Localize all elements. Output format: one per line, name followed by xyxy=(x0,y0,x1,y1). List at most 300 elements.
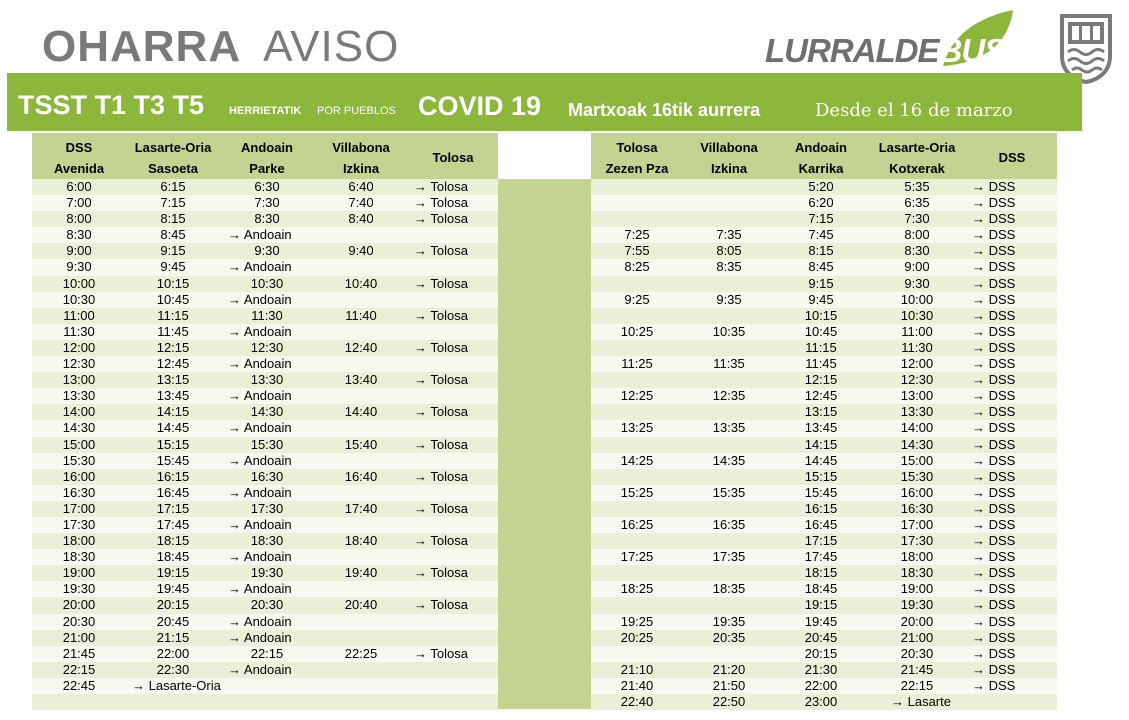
table-cell: 20:45 xyxy=(156,613,190,629)
banner-by-towns-es: POR PUEBLOS xyxy=(317,105,396,117)
table-cell: 13:00 xyxy=(62,372,96,388)
return-header-line: Tolosa xyxy=(616,140,658,155)
table-cell: → DSS xyxy=(972,677,1016,693)
table-cell: → Andoain xyxy=(228,388,292,404)
table-cell: 12:15 xyxy=(156,339,190,355)
lurraldebus-logo xyxy=(765,10,1025,72)
table-cell: → DSS xyxy=(972,404,1016,420)
table-row xyxy=(32,630,498,646)
table-cell: 20:30 xyxy=(62,613,96,629)
table-cell: → DSS xyxy=(972,549,1016,565)
outbound-header-cell xyxy=(126,137,220,179)
table-cell: → Andoain xyxy=(228,323,292,339)
table-cell: 18:00 xyxy=(62,533,96,549)
table-cell: → Andoain xyxy=(228,661,292,677)
return-header-cell xyxy=(775,137,867,179)
table-row xyxy=(591,227,1057,243)
table-cell: → DSS xyxy=(972,372,1016,388)
table-cell: → DSS xyxy=(972,629,1016,645)
table-cell: 15:30 xyxy=(250,436,284,452)
table-cell: 20:00 xyxy=(900,613,934,629)
table-cell: 12:00 xyxy=(62,339,96,355)
table-cell: → DSS xyxy=(972,259,1016,275)
table-cell: 9:45 xyxy=(160,259,186,275)
table-cell: 21:10 xyxy=(620,661,654,677)
table-cell: 22:40 xyxy=(620,694,654,709)
table-cell: 16:45 xyxy=(156,484,190,500)
table-cell: 7:30 xyxy=(904,211,930,227)
table-cell: 20:00 xyxy=(62,597,96,613)
table-row xyxy=(591,646,1057,662)
table-cell: → Tolosa xyxy=(414,500,468,516)
table-row xyxy=(32,501,498,517)
table-cell: 15:00 xyxy=(900,452,934,468)
table-cell: 23:00 xyxy=(804,694,838,709)
table-cell: 7:30 xyxy=(254,195,280,211)
table-cell: 13:30 xyxy=(250,372,284,388)
table-row xyxy=(32,243,498,259)
table-cell: 14:15 xyxy=(156,404,190,420)
table-cell: → Tolosa xyxy=(414,195,468,211)
table-cell: 17:00 xyxy=(62,500,96,516)
table-cell: 22:15 xyxy=(62,661,96,677)
return-header-line: Karrika xyxy=(798,161,844,176)
table-cell: 9:40 xyxy=(348,243,374,259)
table-row xyxy=(591,678,1057,694)
table-cell: 14:35 xyxy=(712,452,746,468)
table-row xyxy=(32,453,498,469)
table-cell: 14:15 xyxy=(804,436,838,452)
outbound-header-line: Tolosa xyxy=(432,150,474,165)
logo-wordmark xyxy=(765,32,1005,70)
table-cell: 20:30 xyxy=(250,597,284,613)
table-row xyxy=(32,211,498,227)
table-cell: → DSS xyxy=(972,661,1016,677)
table-cell: → DSS xyxy=(972,339,1016,355)
table-row xyxy=(32,597,498,613)
table-cell: 15:45 xyxy=(156,452,190,468)
return-header-cell xyxy=(867,137,967,179)
table-cell: 7:25 xyxy=(624,227,650,243)
outbound-timetable xyxy=(32,133,498,710)
table-cell: → DSS xyxy=(972,565,1016,581)
table-cell: 14:25 xyxy=(620,452,654,468)
banner-date-eu: Martxoak 16tik aurrera xyxy=(568,100,761,120)
table-cell: 12:15 xyxy=(804,372,838,388)
table-cell: 8:30 xyxy=(254,211,280,227)
table-cell: → Andoain xyxy=(228,291,292,307)
table-cell: 15:30 xyxy=(900,468,934,484)
table-cell: 13:45 xyxy=(156,388,190,404)
table-row xyxy=(591,694,1057,710)
return-timetable xyxy=(591,133,1057,710)
table-cell: 21:45 xyxy=(62,645,96,661)
table-cell: 18:15 xyxy=(156,533,190,549)
table-cell: → Tolosa xyxy=(414,275,468,291)
table-row xyxy=(591,597,1057,613)
table-cell: 15:15 xyxy=(804,468,838,484)
table-cell: 16:00 xyxy=(900,484,934,500)
table-row xyxy=(32,372,498,388)
table-cell: 7:15 xyxy=(808,211,834,227)
table-cell: 9:30 xyxy=(66,259,92,275)
table-cell: 8:15 xyxy=(160,211,186,227)
table-row xyxy=(32,356,498,372)
table-cell: 21:50 xyxy=(712,677,746,693)
table-cell: 21:00 xyxy=(62,629,96,645)
table-cell: 19:35 xyxy=(712,613,746,629)
table-cell: 9:00 xyxy=(904,259,930,275)
table-cell: → Tolosa xyxy=(414,307,468,323)
table-cell: 20:15 xyxy=(156,597,190,613)
table-row xyxy=(32,694,498,710)
table-cell: → DSS xyxy=(972,307,1016,323)
table-cell: 13:25 xyxy=(620,420,654,436)
table-row xyxy=(32,340,498,356)
table-cell: → DSS xyxy=(972,516,1016,532)
table-row xyxy=(591,549,1057,565)
return-header-line: Lasarte-Oria xyxy=(878,140,956,155)
return-header-line: Andoain xyxy=(795,140,847,155)
table-cell: 13:40 xyxy=(344,372,378,388)
table-cell: 10:45 xyxy=(804,323,838,339)
outbound-header-line: Sasoeta xyxy=(148,161,198,176)
table-cell: → Andoain xyxy=(228,420,292,436)
table-cell: → DSS xyxy=(972,388,1016,404)
table-cell: 19:00 xyxy=(62,565,96,581)
table-cell: 15:00 xyxy=(62,436,96,452)
banner-date-es: Desde el 16 de marzo xyxy=(815,100,1013,121)
table-row xyxy=(591,630,1057,646)
outbound-header-cell xyxy=(32,137,126,179)
table-cell: 14:45 xyxy=(156,420,190,436)
table-cell: 12:00 xyxy=(900,356,934,372)
outbound-header-cell xyxy=(220,137,314,179)
table-cell: 14:30 xyxy=(62,420,96,436)
table-cell: 8:15 xyxy=(808,243,834,259)
table-cell: 10:30 xyxy=(62,291,96,307)
table-cell: 10:00 xyxy=(900,291,934,307)
table-row xyxy=(591,243,1057,259)
table-row xyxy=(32,678,498,694)
table-cell: → DSS xyxy=(972,356,1016,372)
table-row xyxy=(591,195,1057,211)
table-row xyxy=(32,259,498,275)
table-cell: 17:30 xyxy=(900,533,934,549)
table-row xyxy=(32,533,498,549)
table-cell: 8:30 xyxy=(66,227,92,243)
table-cell: 17:25 xyxy=(620,549,654,565)
table-cell: → DSS xyxy=(972,323,1016,339)
table-cell: 19:25 xyxy=(620,613,654,629)
table-cell: → Tolosa xyxy=(414,597,468,613)
table-row xyxy=(591,340,1057,356)
table-cell: 14:00 xyxy=(900,420,934,436)
table-cell: → DSS xyxy=(972,227,1016,243)
table-cell: → Andoain xyxy=(228,629,292,645)
table-cell: 21:15 xyxy=(156,629,190,645)
table-cell: → DSS xyxy=(972,645,1016,661)
table-row xyxy=(591,501,1057,517)
table-cell: 13:00 xyxy=(900,388,934,404)
table-row xyxy=(32,308,498,324)
logo-text-bus: BUS xyxy=(938,32,1006,69)
banner-covid: COVID 19 xyxy=(418,91,542,121)
table-cell: 19:40 xyxy=(344,565,378,581)
table-cell: 19:45 xyxy=(804,613,838,629)
table-row xyxy=(32,195,498,211)
table-cell: 11:00 xyxy=(63,307,95,323)
table-cell: 12:40 xyxy=(344,339,378,355)
table-row xyxy=(591,308,1057,324)
table-cell: → DSS xyxy=(972,275,1016,291)
table-cell: 13:30 xyxy=(62,388,96,404)
table-cell: 17:45 xyxy=(804,549,838,565)
table-cell: 19:00 xyxy=(900,581,934,597)
table-row xyxy=(32,227,498,243)
banner-lines: TSST T1 T3 T5 xyxy=(18,90,205,120)
table-cell: 18:45 xyxy=(804,581,838,597)
return-header-line: Zezen Pza xyxy=(605,161,669,176)
table-cell: 11:30 xyxy=(63,323,95,339)
table-cell: 20:25 xyxy=(620,629,654,645)
table-cell: 10:25 xyxy=(620,323,654,339)
table-cell: 22:50 xyxy=(712,694,746,709)
table-row xyxy=(591,388,1057,404)
separator-column xyxy=(498,179,591,709)
table-cell: 9:15 xyxy=(808,275,834,291)
table-cell: 7:45 xyxy=(808,227,834,243)
outbound-header-line: Avenida xyxy=(53,161,105,176)
table-cell: 10:45 xyxy=(156,291,190,307)
table-cell: 8:30 xyxy=(904,243,930,259)
table-cell: 15:15 xyxy=(156,436,190,452)
table-cell: 21:00 xyxy=(900,629,934,645)
table-cell: 10:35 xyxy=(712,323,746,339)
table-cell: → Lasarte-Oria xyxy=(132,677,221,693)
table-cell: 11:30 xyxy=(251,307,283,323)
table-cell: 22:15 xyxy=(900,677,934,693)
table-row xyxy=(591,292,1057,308)
table-cell: 20:35 xyxy=(712,629,746,645)
table-cell: 10:00 xyxy=(62,275,96,291)
table-cell: 8:05 xyxy=(716,243,742,259)
table-cell: 14:00 xyxy=(62,404,96,420)
table-cell: 16:15 xyxy=(804,500,838,516)
table-cell: → DSS xyxy=(972,597,1016,613)
return-header-cell xyxy=(967,147,1057,168)
table-row xyxy=(591,453,1057,469)
table-cell: 11:35 xyxy=(713,356,745,372)
table-cell: 22:15 xyxy=(250,645,284,661)
table-cell: 9:15 xyxy=(160,243,186,259)
table-row xyxy=(32,404,498,420)
table-cell: 15:40 xyxy=(344,436,378,452)
table-row xyxy=(32,292,498,308)
table-cell: → Andoain xyxy=(228,581,292,597)
table-cell: 9:30 xyxy=(254,243,280,259)
table-cell: 21:40 xyxy=(620,677,654,693)
table-cell: 19:30 xyxy=(62,581,96,597)
table-row xyxy=(591,565,1057,581)
table-cell: 12:30 xyxy=(900,372,934,388)
table-row xyxy=(32,646,498,662)
table-cell: 11:30 xyxy=(901,339,933,355)
table-cell: 13:30 xyxy=(900,404,934,420)
table-cell: 8:00 xyxy=(66,211,92,227)
table-cell: → DSS xyxy=(972,195,1016,211)
table-row xyxy=(591,614,1057,630)
table-cell: 21:45 xyxy=(900,661,934,677)
table-cell: → DSS xyxy=(972,484,1016,500)
table-cell: 5:35 xyxy=(904,179,930,194)
table-row xyxy=(591,179,1057,195)
table-cell: 6:00 xyxy=(66,179,92,194)
table-row xyxy=(591,324,1057,340)
outbound-header-line: Parke xyxy=(249,161,285,176)
table-cell: 22:30 xyxy=(156,661,190,677)
table-row xyxy=(32,324,498,340)
page-title xyxy=(42,22,399,72)
table-cell: → Tolosa xyxy=(414,645,468,661)
table-cell: 17:15 xyxy=(156,500,190,516)
table-cell: 12:45 xyxy=(804,388,838,404)
table-cell: 7:00 xyxy=(66,195,92,211)
table-cell: 20:45 xyxy=(804,629,838,645)
table-cell: 11:45 xyxy=(157,323,189,339)
table-row xyxy=(32,276,498,292)
table-cell: 17:45 xyxy=(156,516,190,532)
table-cell: 12:45 xyxy=(156,356,190,372)
outbound-header-cell xyxy=(408,147,498,168)
table-cell: 16:45 xyxy=(804,516,838,532)
table-cell: 14:45 xyxy=(804,452,838,468)
table-cell: → Tolosa xyxy=(414,339,468,355)
table-cell: 21:20 xyxy=(712,661,746,677)
table-cell: 8:40 xyxy=(348,211,374,227)
table-cell: → DSS xyxy=(972,500,1016,516)
table-cell: 6:15 xyxy=(160,179,186,194)
table-cell: 5:20 xyxy=(808,179,834,194)
table-row xyxy=(591,211,1057,227)
table-row xyxy=(32,662,498,678)
logo-text-lurralde: LURRALDE xyxy=(765,32,939,69)
table-cell: → DSS xyxy=(972,179,1016,194)
table-cell: 16:30 xyxy=(250,468,284,484)
return-header-cell xyxy=(591,137,683,179)
table-row xyxy=(32,565,498,581)
table-cell: → Tolosa xyxy=(414,436,468,452)
table-cell: 16:40 xyxy=(344,468,378,484)
table-row xyxy=(591,469,1057,485)
table-row xyxy=(32,549,498,565)
table-row xyxy=(591,517,1057,533)
table-cell: → DSS xyxy=(972,581,1016,597)
table-cell: 18:35 xyxy=(712,581,746,597)
table-cell: 22:25 xyxy=(344,645,378,661)
table-cell: 19:15 xyxy=(156,565,190,581)
table-cell: → Andoain xyxy=(228,613,292,629)
table-cell: 15:25 xyxy=(620,484,654,500)
table-cell: 15:35 xyxy=(712,484,746,500)
table-cell: 22:00 xyxy=(804,677,838,693)
table-cell: → DSS xyxy=(972,211,1016,227)
table-cell: → Tolosa xyxy=(414,243,468,259)
table-row xyxy=(32,614,498,630)
return-header-cell xyxy=(683,137,775,179)
table-cell: → Andoain xyxy=(228,549,292,565)
table-cell: 9:00 xyxy=(66,243,92,259)
table-cell: 18:25 xyxy=(620,581,654,597)
table-cell: 10:30 xyxy=(250,275,284,291)
schedule-banner xyxy=(7,73,1082,131)
title-basque: OHARRA xyxy=(42,22,242,71)
table-cell: → DSS xyxy=(972,420,1016,436)
table-cell: 15:30 xyxy=(62,452,96,468)
table-cell: → DSS xyxy=(972,291,1016,307)
outbound-header-cell xyxy=(314,137,408,179)
table-cell: → Andoain xyxy=(228,259,292,275)
table-cell: 13:45 xyxy=(804,420,838,436)
table-cell: 16:15 xyxy=(156,468,190,484)
table-cell: 17:00 xyxy=(900,516,934,532)
return-header-line: Izkina xyxy=(710,161,748,176)
table-cell: → Andoain xyxy=(228,452,292,468)
outbound-header-line: Lasarte-Oria xyxy=(134,140,212,155)
table-cell: 17:30 xyxy=(62,516,96,532)
table-cell: 8:25 xyxy=(624,259,650,275)
table-row xyxy=(591,276,1057,292)
table-cell: 9:35 xyxy=(716,291,742,307)
table-cell: 13:15 xyxy=(804,404,838,420)
table-cell: 7:55 xyxy=(624,243,650,259)
return-header xyxy=(591,133,1057,179)
table-cell: 21:30 xyxy=(804,661,838,677)
table-cell: 6:20 xyxy=(808,195,834,211)
outbound-header-line: DSS xyxy=(65,140,93,155)
table-cell: 18:40 xyxy=(344,533,378,549)
table-cell: 11:15 xyxy=(805,339,837,355)
banner-by-towns-eu: HERRIETATIK xyxy=(229,105,302,117)
table-cell: 14:30 xyxy=(250,404,284,420)
table-cell: 22:00 xyxy=(156,645,190,661)
table-cell: → Tolosa xyxy=(414,533,468,549)
table-row xyxy=(591,437,1057,453)
table-row xyxy=(591,533,1057,549)
table-cell: 20:40 xyxy=(344,597,378,613)
table-row xyxy=(591,581,1057,597)
table-row xyxy=(591,356,1057,372)
table-cell: → Tolosa xyxy=(414,179,468,194)
table-cell: → Tolosa xyxy=(414,404,468,420)
outbound-header-line: Andoain xyxy=(241,140,293,155)
table-cell: → DSS xyxy=(972,243,1016,259)
outbound-header-line: Izkina xyxy=(342,161,380,176)
table-cell: 13:15 xyxy=(156,372,190,388)
table-row xyxy=(32,179,498,195)
table-row xyxy=(32,469,498,485)
table-cell: 17:15 xyxy=(804,533,838,549)
table-cell: 12:35 xyxy=(712,388,746,404)
table-cell: 11:15 xyxy=(157,307,189,323)
table-cell: 20:30 xyxy=(900,645,934,661)
table-row xyxy=(32,517,498,533)
table-cell: 17:40 xyxy=(344,500,378,516)
table-cell: 8:45 xyxy=(808,259,834,275)
table-row xyxy=(32,388,498,404)
table-cell: 18:30 xyxy=(62,549,96,565)
table-cell: 18:00 xyxy=(900,549,934,565)
